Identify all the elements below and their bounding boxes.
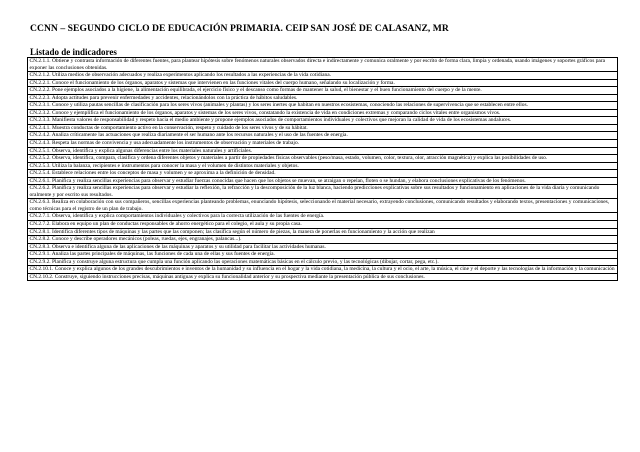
- indicator-text: CN.2.8.2. Conoce y describe operadores mecánicos (poleas, ruedas, ejes, engranajes, palancas...).: [28, 236, 618, 244]
- indicator-text: CN.2.8.3. Observa e identifica alguna de las aplicaciones de las máquinas y aparatos y su utilidad para facilitar las actividades humanas.: [28, 243, 618, 251]
- indicator-text: CN.2.1.2. Utiliza medios de observación adecuados y realiza experimentos aplicando los resultados a las experiencias de la vida cotidiana.: [28, 72, 618, 80]
- indicator-text: CN.2.3.2. Conoce y ejemplifica el funcionamiento de los órganos, aparatos y sistemas de los seres vivos, constatando la existencia de vida en condiciones extremas y comparando ciclos vitales entre organismos vivos.: [28, 109, 618, 117]
- indicator-text: CN.2.5.2. Observa, identifica, compara, clasifica y ordena diferentes objetos y materiales a partir de propiedades físicas observables (peso/masa, estado, volumen, color, textura, olor, atracción magnética) y explica las posibilidades de uso.: [28, 155, 618, 163]
- indicator-text: CN.2.2.1. Conoce el funcionamiento de los órganos, aparatos y sistemas que intervienen en las funciones vitales del cuerpo humano, señalando su localización y forma.: [28, 79, 618, 87]
- indicator-row: [28, 221, 618, 229]
- indicator-row: [28, 185, 618, 199]
- indicator-text: CN.2.5.3. Utiliza la balanza, recipientes e instrumentos para conocer la masa y el volumen de distintos materiales y objetos.: [28, 162, 618, 170]
- indicator-text: CN.2.8.1. Identifica diferentes tipos de máquinas y las partes que las componen; las clasifica según el número de piezas, la manera de ponerlas en funcionamiento y la acción que realizan: [28, 228, 618, 236]
- indicator-text: CN.2.6.2. Planifica y realiza sencillas experiencias para observar y estudiar la reflexión, la refracción y la descomposición de la luz blanca, haciendo predicciones explicativas sobre sus resultados y funcionamiento en aplicaciones de la vida diaria y comunicando oralmente y por escrito sus resultados.: [28, 185, 618, 199]
- indicator-text: CN.2.4.2. Analiza críticamente las actuaciones que realiza diariamente el ser humano ante los recursos naturales y el uso de las fuentes de energía.: [28, 132, 618, 140]
- indicator-row: [28, 258, 618, 266]
- indicator-row: [28, 79, 618, 87]
- indicator-text: CN.2.3.1. Conoce y utiliza pautas sencillas de clasificación para los seres vivos (animales y plantas) y los seres inertes que habitan en nuestros ecosistemas, conociendo las relaciones de supervivencia que se establecen entre ellos.: [28, 102, 618, 110]
- indicator-row: [28, 87, 618, 95]
- indicator-row: [28, 102, 618, 110]
- indicator-row: [28, 162, 618, 170]
- indicator-text: CN.2.6.3. Realiza en colaboración con sus compañeros, sencillas experiencias planteando problemas, enunciando hipótesis, seleccionando el material necesario, extrayendo conclusiones, comunicando resultados y elaborando textos, presentaciones y comunicaciones, como técnicas para el registro de un plan de trabajo.: [28, 199, 618, 213]
- indicators-table: [27, 57, 618, 281]
- indicator-row: [28, 140, 618, 148]
- indicator-text: CN.2.10.2. Construye, siguiendo instrucciones precisas, máquinas antiguas y explica su funcionalidad anterior y su prospectiva mediante la presentación pública de sus conclusiones.: [28, 273, 618, 281]
- indicator-text: CN.2.10.1. Conoce y explica algunos de los grandes descubrimientos e inventos de la humanidad y su influencia en el hogar y la vida cotidiana, la medicina, la cultura y el ocio, el arte, la música, el cine y el deporte y las tecnologías de la información y la comunicación: [28, 266, 618, 274]
- indicator-text: CN.2.1.1. Obtiene y contrasta información de diferentes fuentes, para plantear hipótesis sobre fenómenos naturales observados directa e indirectamente y comunica oralmente y por escrito de forma clara, limpia y ordenada, usando imágenes y soportes gráficos para exponer las conclusiones obtenidas.: [28, 58, 618, 72]
- indicator-text: CN.2.6.1. Planifica y realiza sencillas experiencias para observar y estudiar fuerzas conocidas que hacen que los objetos se muevan, se atraigan o repelan, floten o se hundan, y elabora conclusiones explicativas de los fenómenos.: [28, 177, 618, 185]
- indicator-row: [28, 236, 618, 244]
- indicator-row: [28, 251, 618, 259]
- indicator-text: CN.2.2.3. Adopta actitudes para prevenir enfermedades y accidentes, relacionándolos con la práctica de hábitos saludables.: [28, 94, 618, 102]
- indicator-row: [28, 117, 618, 125]
- indicator-row: [28, 109, 618, 117]
- indicator-row: [28, 72, 618, 80]
- indicator-row: [28, 213, 618, 221]
- indicator-text: CN.2.4.1. Muestra conductas de comportamiento activo en la conservación, respeto y cuidado de los seres vivos y de su hábitat.: [28, 124, 618, 132]
- indicator-text: CN.2.2.2. Pone ejemplos asociados a la higiene, la alimentación equilibrada, el ejercicio físico y el descanso como formas de mantener la salud, el bienestar y el buen funcionamiento del cuerpo y de la mente.: [28, 87, 618, 95]
- indicator-row: [28, 155, 618, 163]
- indicator-row: [28, 170, 618, 178]
- indicator-row: [28, 147, 618, 155]
- list-heading: Listado de indicadores: [30, 47, 117, 57]
- indicator-row: [28, 199, 618, 213]
- indicator-text: CN.2.5.1. Observa, identifica y explica algunas diferencias entre los materiales naturales y artificiales.: [28, 147, 618, 155]
- indicator-text: CN.2.9.1. Analiza las partes principales de máquinas, las funciones de cada una de ellas y sus fuentes de energía.: [28, 251, 618, 259]
- indicator-row: [28, 266, 618, 274]
- indicator-text: CN.2.7.1. Observa, identifica y explica comportamientos individuales y colectivos para la correcta utilización de las fuentes de energía.: [28, 213, 618, 221]
- indicator-text: CN.2.7.2. Elabora en equipo un plan de conductas responsables de ahorro energético para el colegio, el aula y su propia casa.: [28, 221, 618, 229]
- indicator-text: CN.2.4.3. Respeta las normas de convivencia y usa adecuadamente los instrumentos de observación y materiales de trabajo.: [28, 140, 618, 148]
- indicator-row: [28, 58, 618, 72]
- indicator-text: CN.2.5.4. Establece relaciones entre los conceptos de masa y volumen y se aproxima a la definición de densidad.: [28, 170, 618, 178]
- indicator-row: [28, 228, 618, 236]
- indicator-text: CN.2.3.3. Manifiesta valores de responsabilidad y respeto hacia el medio ambiente y propone ejemplos asociados de comportamientos individuales y colectivos que mejoran la calidad de vida de los ecosistemas andaluces.: [28, 117, 618, 125]
- indicator-row: [28, 243, 618, 251]
- indicator-text: CN.2.9.2. Planifica y construye alguna estructura que cumpla una función aplicando las operaciones matemáticas básicas en el cálculo previo, y las tecnológicas (dibujar, cortar, pega, etc.).: [28, 258, 618, 266]
- indicator-row: [28, 273, 618, 281]
- indicator-row: [28, 94, 618, 102]
- indicator-row: [28, 177, 618, 185]
- indicator-row: [28, 124, 618, 132]
- document-title: CCNN – SEGUNDO CICLO DE EDUCACIÓN PRIMARIA. CEIP SAN JOSÉ DE CALASANZ, MR: [30, 23, 449, 34]
- indicators-table-body: [28, 58, 618, 281]
- indicator-row: [28, 132, 618, 140]
